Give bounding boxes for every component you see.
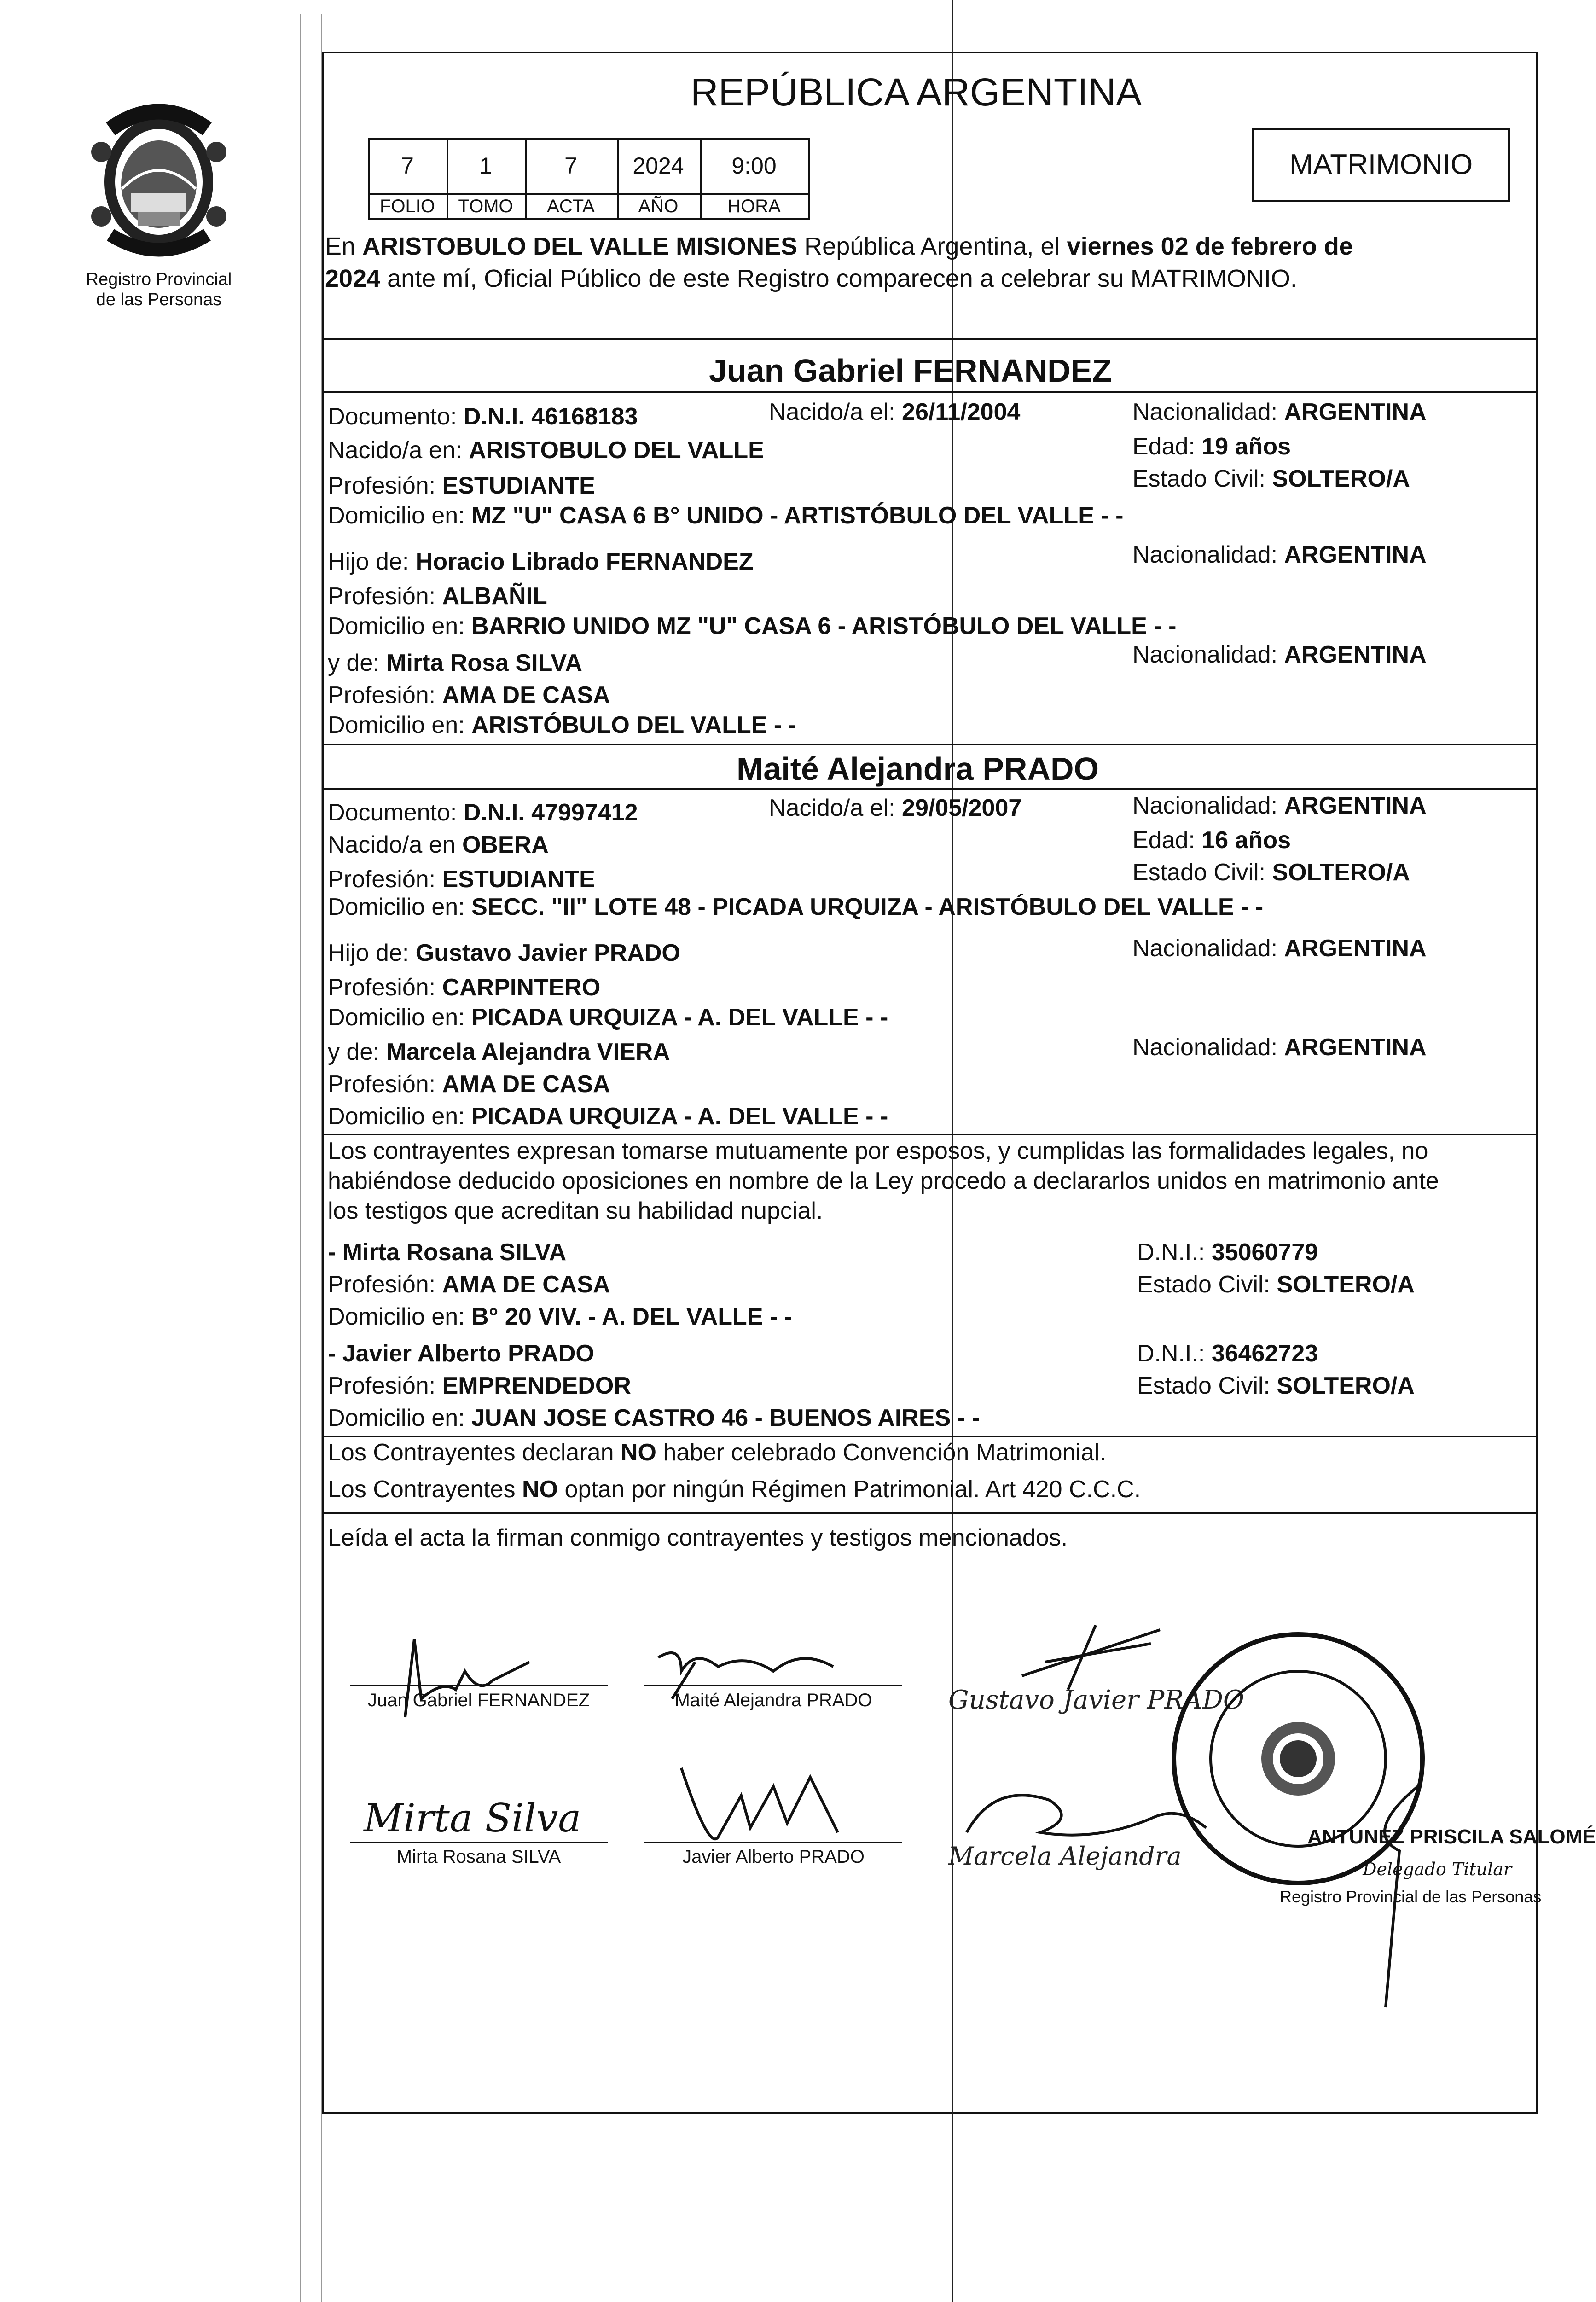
hora-label: HORA	[727, 196, 781, 216]
declaration-line-2: habiéndose deducido oposiciones en nombre de la Ley procedo a declararlos unidos en matrimonio ante	[328, 1168, 1439, 1194]
stamp-official-org: Registro Provincial de las Personas	[1280, 1887, 1542, 1906]
section-divider	[322, 1134, 1538, 1135]
signature-line	[350, 1842, 608, 1843]
testigo1-dni: D.N.I.: 35060779	[1137, 1239, 1318, 1266]
c2-profesion: Profesión: ESTUDIANTE	[328, 866, 595, 893]
frame-bottom	[322, 2112, 1538, 2114]
tomo-value: 1	[479, 153, 492, 179]
convencion-line-2: Los Contrayentes NO optan por ningún Régimen Patrimonial. Art 420 C.C.C.	[328, 1476, 1141, 1503]
c1-nacido-en: Nacido/a en: ARISTOBULO DEL VALLE	[328, 437, 764, 464]
intro-line-1: En ARISTOBULO DEL VALLE MISIONES República Argentina, el viernes 02 de febrero de	[325, 233, 1353, 260]
act-type-box	[1252, 128, 1510, 202]
c1-padre-profesion: Profesión: ALBAÑIL	[328, 583, 547, 610]
act-type-label: MATRIMONIO	[1289, 149, 1473, 180]
c1-padre: Hijo de: Horacio Librado FERNANDEZ	[328, 548, 754, 575]
anio-label: AÑO	[638, 196, 679, 216]
c2-padre: Hijo de: Gustavo Javier PRADO	[328, 940, 680, 966]
official-signature	[1353, 1777, 1445, 2017]
declaration-line-3: los testigos que acreditan su habilidad nupcial.	[328, 1198, 823, 1224]
country-title: REPÚBLICA ARGENTINA	[691, 70, 1142, 114]
signature-name-juan: Juan Gabriel FERNANDEZ	[367, 1690, 590, 1710]
c2-madre-domicilio: Domicilio en: PICADA URQUIZA - A. DEL VALLE - -	[328, 1103, 888, 1130]
c1-madre-domicilio: Domicilio en: ARISTÓBULO DEL VALLE - -	[328, 712, 796, 738]
c1-profesion: Profesión: ESTUDIANTE	[328, 472, 595, 499]
c2-estado-civil: Estado Civil: SOLTERO/A	[1132, 859, 1410, 886]
c1-padre-nacionalidad: Nacionalidad: ARGENTINA	[1132, 541, 1427, 568]
section-divider	[322, 1436, 1538, 1437]
folio-label: FOLIO	[379, 196, 435, 216]
registry-seal-logo	[83, 97, 235, 262]
c1-documento: Documento: D.N.I. 46168183	[328, 403, 638, 430]
testigo2-profesion: Profesión: EMPRENDEDOR	[328, 1372, 631, 1399]
signature-name-mirta: Mirta Rosana SILVA	[396, 1847, 561, 1867]
section-divider	[322, 391, 1538, 393]
frame-left	[322, 52, 324, 2114]
margin-line-left	[300, 14, 301, 2302]
section-divider	[322, 788, 1538, 790]
record-table	[368, 138, 810, 221]
c2-padre-nacionalidad: Nacionalidad: ARGENTINA	[1132, 935, 1427, 962]
signature-name-maite: Maité Alejandra PRADO	[674, 1690, 872, 1710]
c2-padre-domicilio: Domicilio en: PICADA URQUIZA - A. DEL VALLE - -	[328, 1004, 888, 1031]
section-divider	[322, 338, 1538, 340]
registry-name: Registro Provincial de las Personas	[86, 270, 232, 309]
testigo1-profesion: Profesión: AMA DE CASA	[328, 1271, 610, 1298]
hora-value: 9:00	[731, 153, 777, 179]
declaration-line-1: Los contrayentes expresan tomarse mutuamente por esposos, y cumplidas las formalidades legales, no	[328, 1138, 1428, 1164]
c1-nacionalidad: Nacionalidad: ARGENTINA	[1132, 399, 1427, 425]
c1-madre: y de: Mirta Rosa SILVA	[328, 650, 582, 676]
c2-documento: Documento: D.N.I. 47997412	[328, 799, 638, 826]
signature-javier	[672, 1759, 865, 1851]
lectura-line: Leída el acta la firman conmigo contrayentes y testigos mencionados.	[328, 1524, 1068, 1551]
acta-label: ACTA	[547, 196, 595, 216]
c1-domicilio: Domicilio en: MZ "U" CASA 6 B° UNIDO - ARTISTÓBULO DEL VALLE - -	[328, 502, 1124, 529]
signature-line	[644, 1842, 902, 1843]
signature-line	[644, 1685, 902, 1686]
c2-edad: Edad: 16 años	[1132, 827, 1291, 854]
contrayente2-name: Maité Alejandra PRADO	[737, 751, 1099, 787]
convencion-line-1: Los Contrayentes declaran NO haber celebrado Convención Matrimonial.	[328, 1439, 1106, 1466]
stamp-official-title: Delegado Titular	[1363, 1859, 1512, 1879]
c2-nacido-en: Nacido/a en OBERA	[328, 831, 549, 858]
signature-gustavo	[1013, 1621, 1169, 1694]
testigo1-name: - Mirta Rosana SILVA	[328, 1239, 567, 1266]
testigo2-domicilio: Domicilio en: JUAN JOSE CASTRO 46 - BUENOS AIRES - -	[328, 1405, 980, 1431]
stamp-official-name: ANTUNEZ PRISCILA SALOMÉ	[1307, 1825, 1596, 1848]
c2-nacionalidad: Nacionalidad: ARGENTINA	[1132, 792, 1427, 819]
c1-estado-civil: Estado Civil: SOLTERO/A	[1132, 465, 1410, 492]
anio-value: 2024	[633, 153, 684, 179]
c1-madre-nacionalidad: Nacionalidad: ARGENTINA	[1132, 641, 1427, 668]
c2-madre: y de: Marcela Alejandra VIERA	[328, 1039, 670, 1065]
testigo2-dni: D.N.I.: 36462723	[1137, 1340, 1318, 1367]
contrayente1-name: Juan Gabriel FERNANDEZ	[709, 353, 1112, 389]
c2-madre-profesion: Profesión: AMA DE CASA	[328, 1071, 610, 1098]
frame-top	[322, 52, 1538, 53]
section-divider	[322, 744, 1538, 745]
c1-nacido-el: Nacido/a el: 26/11/2004	[769, 399, 1021, 425]
c1-edad: Edad: 19 años	[1132, 433, 1291, 460]
signature-name-javier: Javier Alberto PRADO	[682, 1847, 865, 1867]
c1-padre-domicilio: Domicilio en: BARRIO UNIDO MZ "U" CASA 6 - ARISTÓBULO DEL VALLE - -	[328, 613, 1177, 639]
folio-value: 7	[401, 153, 414, 179]
testigo2-name: - Javier Alberto PRADO	[328, 1340, 594, 1367]
testigo2-estado-civil: Estado Civil: SOLTERO/A	[1137, 1372, 1415, 1399]
section-divider	[322, 1512, 1538, 1514]
c2-madre-nacionalidad: Nacionalidad: ARGENTINA	[1132, 1034, 1427, 1061]
c2-domicilio: Domicilio en: SECC. "II" LOTE 48 - PICADA URQUIZA - ARISTÓBULO DEL VALLE - -	[328, 894, 1264, 920]
c2-padre-profesion: Profesión: CARPINTERO	[328, 974, 601, 1001]
signature-gustavo-handwritten: Gustavo Javier PRADO	[948, 1685, 1244, 1715]
tomo-label: TOMO	[458, 196, 513, 216]
acta-value: 7	[564, 153, 577, 179]
signature-line	[350, 1685, 608, 1686]
signature-mirta: Mirta Silva	[364, 1796, 581, 1841]
testigo1-domicilio: Domicilio en: B° 20 VIV. - A. DEL VALLE - -	[328, 1303, 793, 1330]
intro-line-2: 2024 ante mí, Oficial Público de este Registro comparecen a celebrar su MATRIMONIO.	[325, 265, 1297, 292]
frame-right	[1536, 52, 1538, 2114]
c1-madre-profesion: Profesión: AMA DE CASA	[328, 682, 610, 709]
signature-marcela-handwritten: Marcela Alejandra	[948, 1842, 1182, 1871]
testigo1-estado-civil: Estado Civil: SOLTERO/A	[1137, 1271, 1415, 1298]
c2-nacido-el: Nacido/a el: 29/05/2007	[769, 795, 1022, 821]
